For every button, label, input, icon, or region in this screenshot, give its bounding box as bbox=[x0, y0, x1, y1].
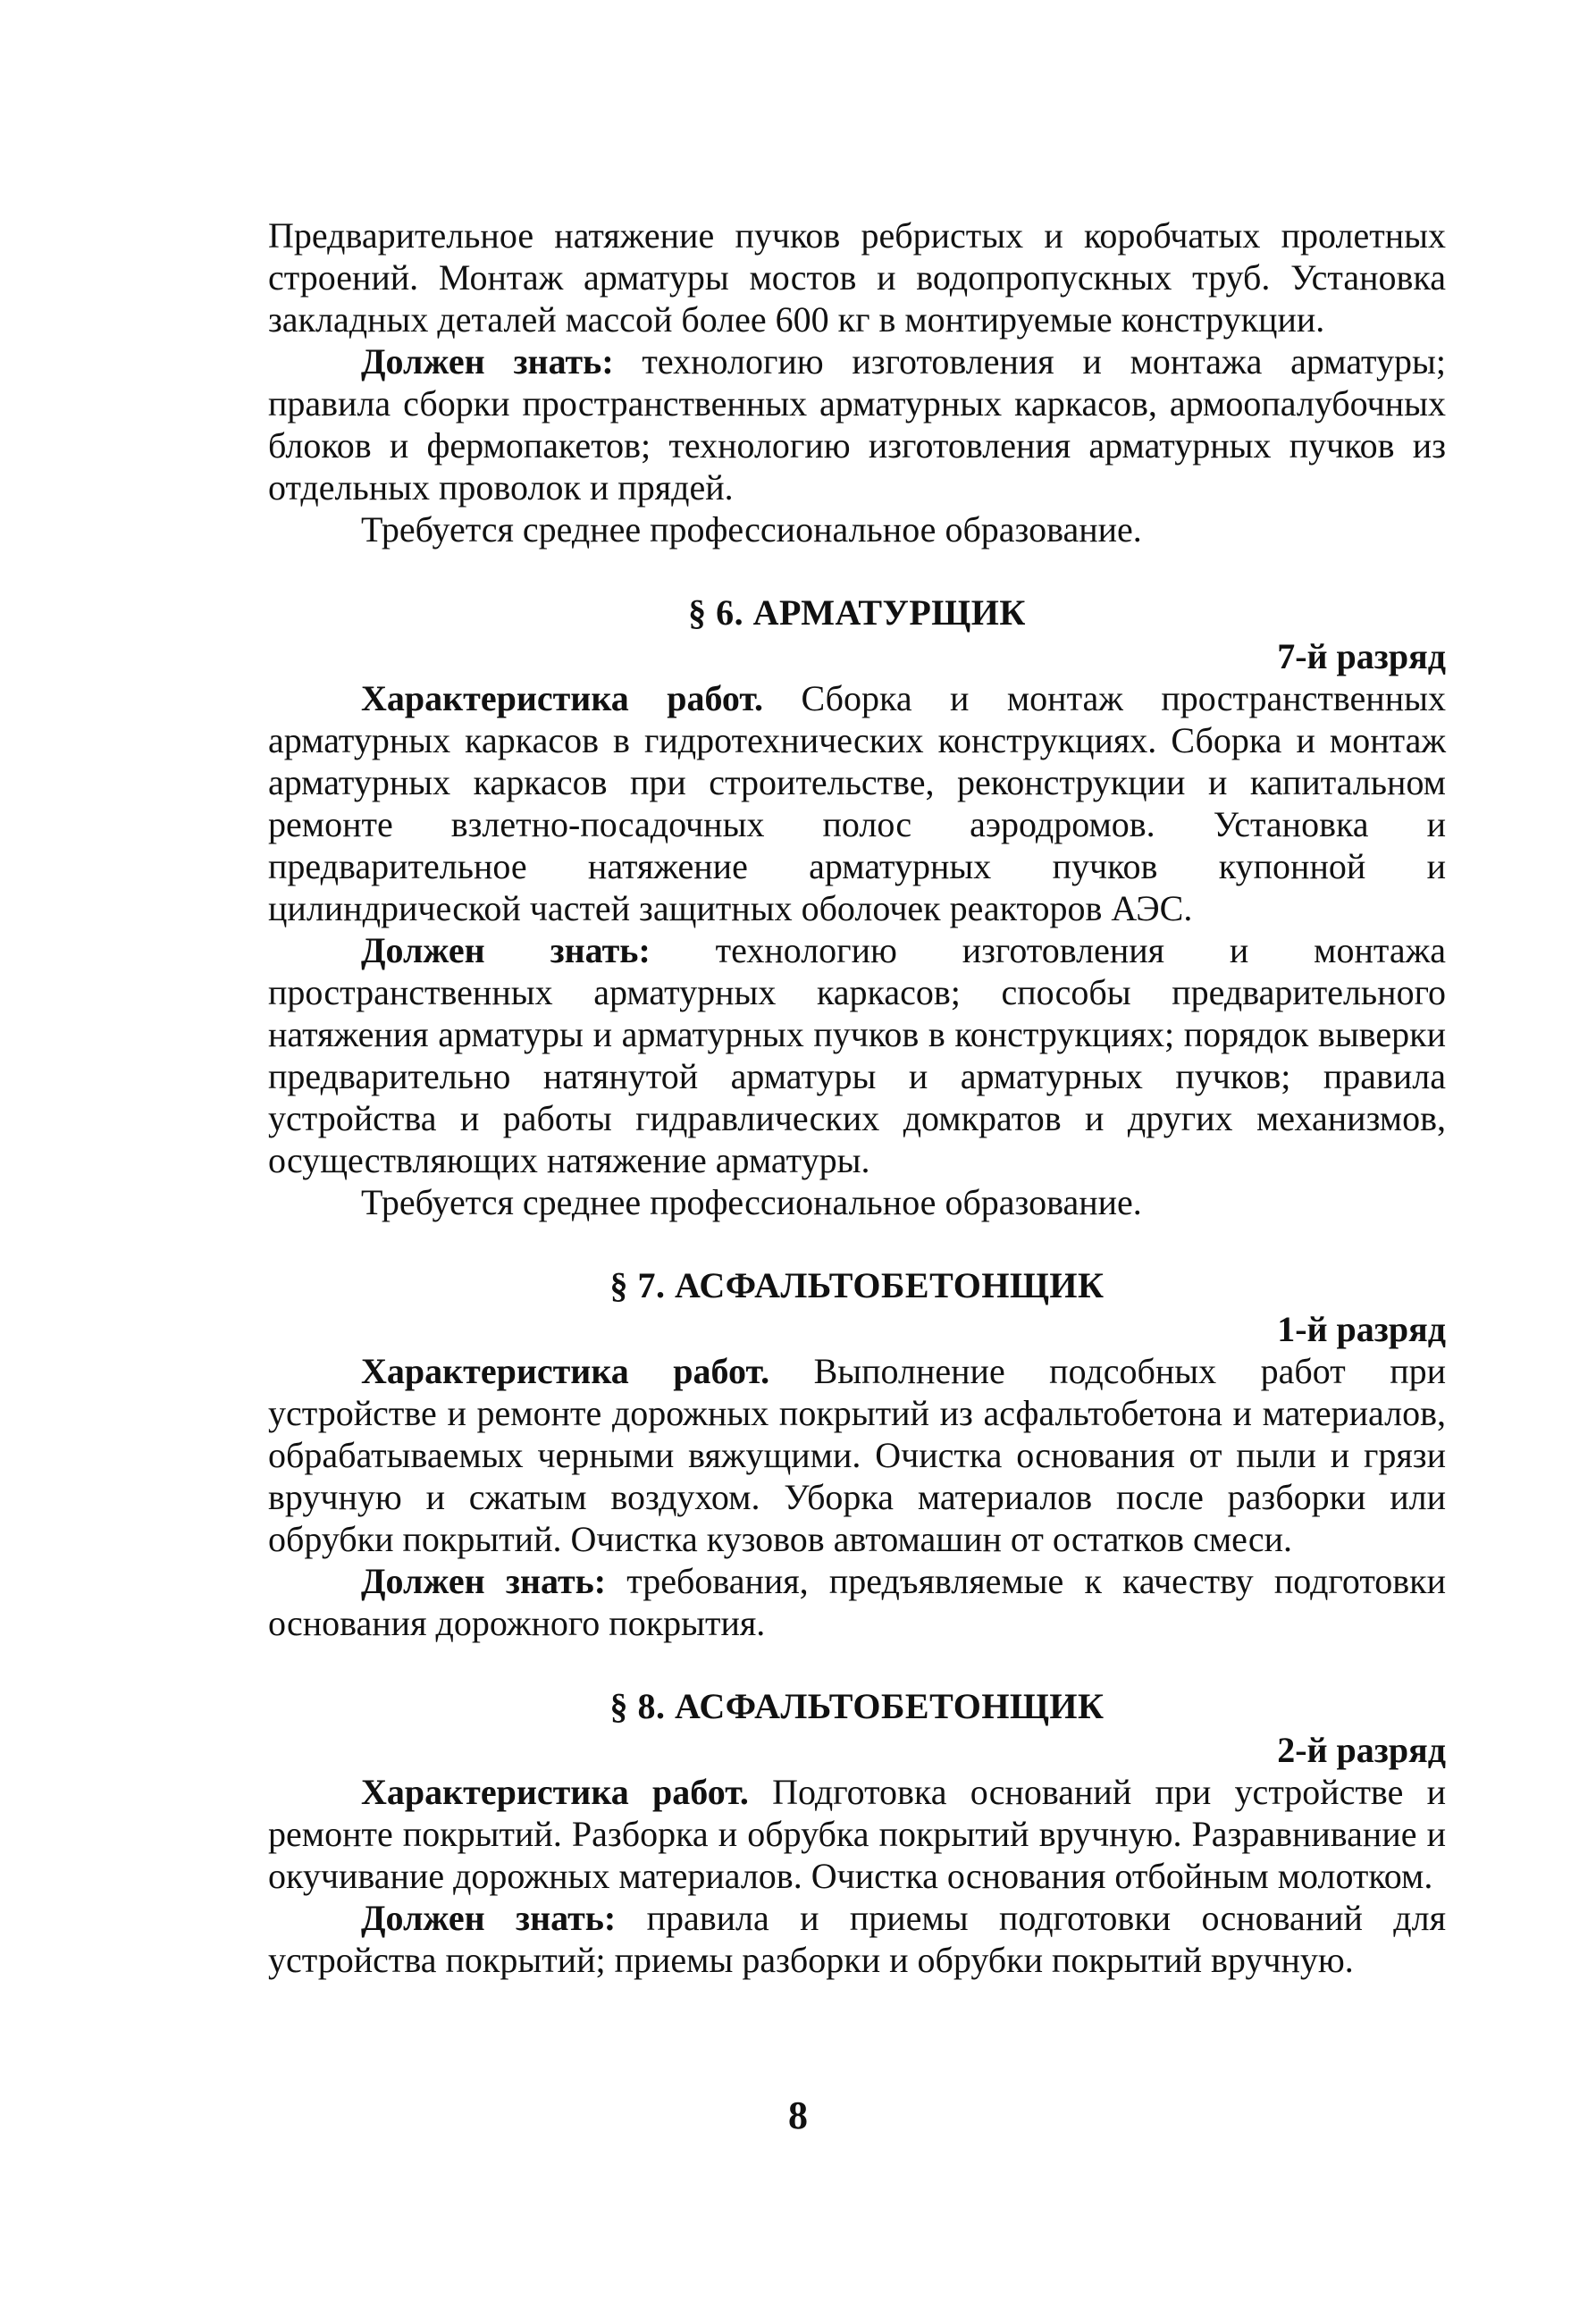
knowledge-text: технологию изготовления и монтажа арматуры; правила сборки пространственных арматурных каркасов, армоопалубочных блоков и фермопакетов; технологию изготовления арматурных пучков из отдельных проволок и прядей. bbox=[268, 341, 1446, 508]
section-title: § 7. АСФАЛЬТОБЕТОНЩИК bbox=[609, 1265, 1105, 1305]
work-description-paragraph bbox=[268, 1350, 1446, 1560]
knowledge-text: правила и приемы подготовки оснований для устройства покрытий; приемы разборки и обрубки покрытий вручную. bbox=[268, 1898, 1446, 1980]
work-label: Характеристика работ. bbox=[361, 1351, 770, 1391]
work-text: Подготовка оснований при устройстве и ремонте покрытий. Разборка и обрубка покрытий вручную. Разравнивание и окучивание дорожных материалов. Очистка основания отбойным молотком. bbox=[268, 1772, 1446, 1896]
knowledge-paragraph bbox=[268, 929, 1446, 1181]
education-text: Требуется среднее профессиональное образование. bbox=[361, 1182, 1142, 1222]
section-rank: 1-й разряд bbox=[1277, 1309, 1446, 1349]
work-description-paragraph bbox=[268, 677, 1446, 929]
section-title: § 6. АРМАТУРЩИК bbox=[688, 592, 1026, 633]
education-text: Требуется среднее профессиональное образование. bbox=[361, 509, 1142, 550]
work-label: Характеристика работ. bbox=[361, 1772, 749, 1812]
document-page bbox=[268, 214, 1446, 1981]
section-rank: 7-й разряд bbox=[1277, 636, 1446, 676]
knowledge-label: Должен знать: bbox=[361, 930, 651, 970]
work-text: Сборка и монтаж пространственных арматурных каркасов в гидротехнических конструкциях. Сборка и монтаж арматурных каркасов при строительстве, реконструкции и капитальном ремонте взлетно-посадочных полос аэродромов. Установка и предварительное натяжение арматурных пучков купонной и цилиндрической частей защитных оболочек реакторов АЭС. bbox=[268, 678, 1446, 928]
knowledge-text: требования, предъявляемые к качеству подготовки основания дорожного покрытия. bbox=[268, 1561, 1446, 1643]
work-label: Характеристика работ. bbox=[361, 678, 764, 718]
intro-education-paragraph bbox=[268, 508, 1446, 550]
work-text: Выполнение подсобных работ при устройстве и ремонте дорожных покрытий из асфальтобетона и материалов, обрабатываемых черными вяжущими. Очистка основания от пыли и грязи вручную и сжатым воздухом. Уборка материалов после разборки или обрубки покрытий. Очистка кузовов автомашин от остатков смеси. bbox=[268, 1351, 1447, 1559]
knowledge-paragraph bbox=[268, 1897, 1446, 1981]
intro-knowledge-paragraph bbox=[268, 340, 1446, 508]
section-rank: 2-й разряд bbox=[1277, 1730, 1446, 1770]
section-title: § 8. АСФАЛЬТОБЕТОНЩИК bbox=[609, 1686, 1105, 1726]
knowledge-paragraph bbox=[268, 1560, 1446, 1644]
knowledge-label: Должен знать: bbox=[361, 341, 614, 382]
knowledge-label: Должен знать: bbox=[361, 1561, 607, 1601]
education-paragraph bbox=[268, 1181, 1446, 1223]
knowledge-label: Должен знать: bbox=[361, 1898, 617, 1938]
work-description-paragraph bbox=[268, 1771, 1446, 1897]
knowledge-text: технологию изготовления и монтажа пространственных арматурных каркасов; способы предварительного натяжения арматуры и арматурных пучков в конструкциях; порядок выверки предварительно натянутой арматуры и арматурных пучков; правила устройства и работы гидравлических домкратов и других механизмов, осуществляющих натяжение арматуры. bbox=[268, 930, 1447, 1180]
page-number: 8 bbox=[788, 2093, 808, 2137]
intro-text: Предварительное натяжение пучков ребристых и коробчатых пролетных строений. Монтаж арматуры мостов и водопропускных труб. Установка закладных деталей массой более 600 кг в монтируемые конструкции. bbox=[268, 215, 1446, 340]
intro-paragraph bbox=[268, 214, 1446, 340]
